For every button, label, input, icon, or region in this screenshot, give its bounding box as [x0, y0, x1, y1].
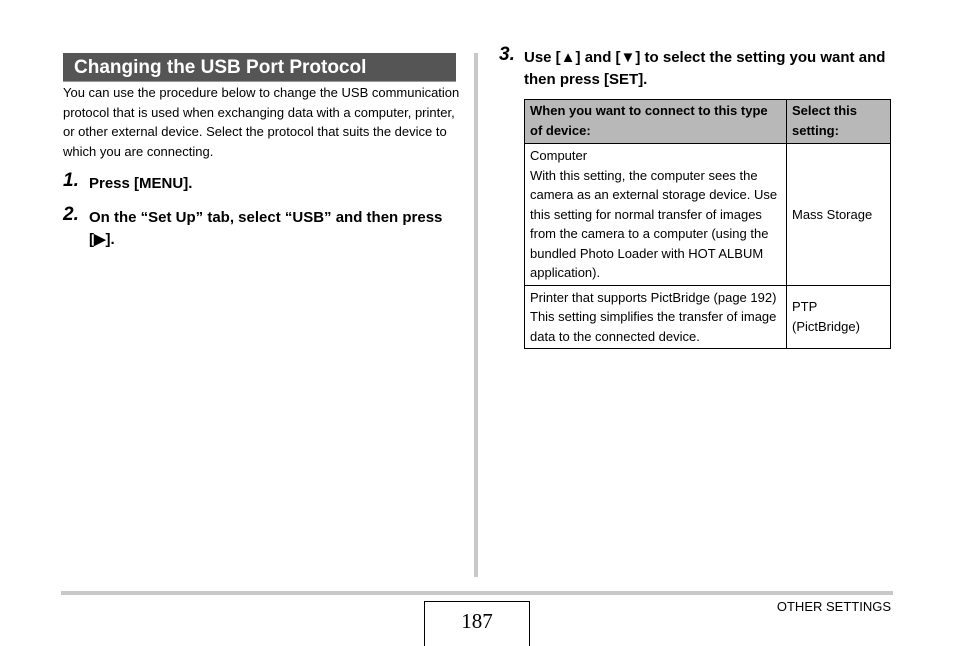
device-name: Computer [530, 148, 588, 163]
protocol-table [524, 99, 891, 349]
step-1 [63, 170, 453, 195]
step-text: Use [▲] and [▼] to select the setting you want and then press [SET]. [524, 49, 886, 88]
intro-paragraph: You can use the procedure below to change the USB communication protocol that is used when exchanging data with a computer, printer, or other external device. Select the protocol that suits the device to which you are connecting. [63, 85, 460, 159]
table-header-device: When you want to connect to this type of device: [525, 100, 787, 144]
step-number: 1. [63, 170, 79, 191]
step-number: 2. [63, 204, 79, 225]
setting-value: Mass Storage [792, 206, 873, 222]
table-row [525, 144, 891, 286]
step-text: On the “Set Up” tab, select “USB” and then press [▶]. [89, 209, 443, 248]
device-name: Printer that supports PictBridge (page 192) [530, 289, 777, 305]
step-3 [499, 44, 891, 90]
table-header-row [525, 100, 891, 144]
device-description: With this setting, the computer sees the camera as an external storage device. Use this setting for normal transfer of images from the camera to a computer (using the bundled Photo Loader with HOT ALBUM application). [530, 167, 778, 280]
setting-value: PTP [792, 299, 818, 315]
device-description: This setting simplifies the transfer of image data to the connected device. [530, 309, 777, 344]
footer-section-label: OTHER SETTINGS [776, 599, 891, 614]
table-row [525, 285, 891, 349]
device-cell [525, 285, 787, 349]
setting-value-detail: (PictBridge) [792, 318, 860, 334]
device-cell [525, 144, 787, 286]
setting-cell [787, 144, 891, 286]
page-number: 187 [424, 601, 530, 646]
step-text: Press [MENU]. [89, 175, 193, 192]
table-header-setting: Select this setting: [787, 100, 891, 144]
column-divider [474, 53, 478, 577]
step-2 [63, 204, 453, 250]
section-title: Changing the USB Port Protocol [63, 53, 456, 82]
footer-divider [61, 591, 893, 595]
step-number: 3. [499, 44, 515, 65]
setting-cell [787, 285, 891, 349]
